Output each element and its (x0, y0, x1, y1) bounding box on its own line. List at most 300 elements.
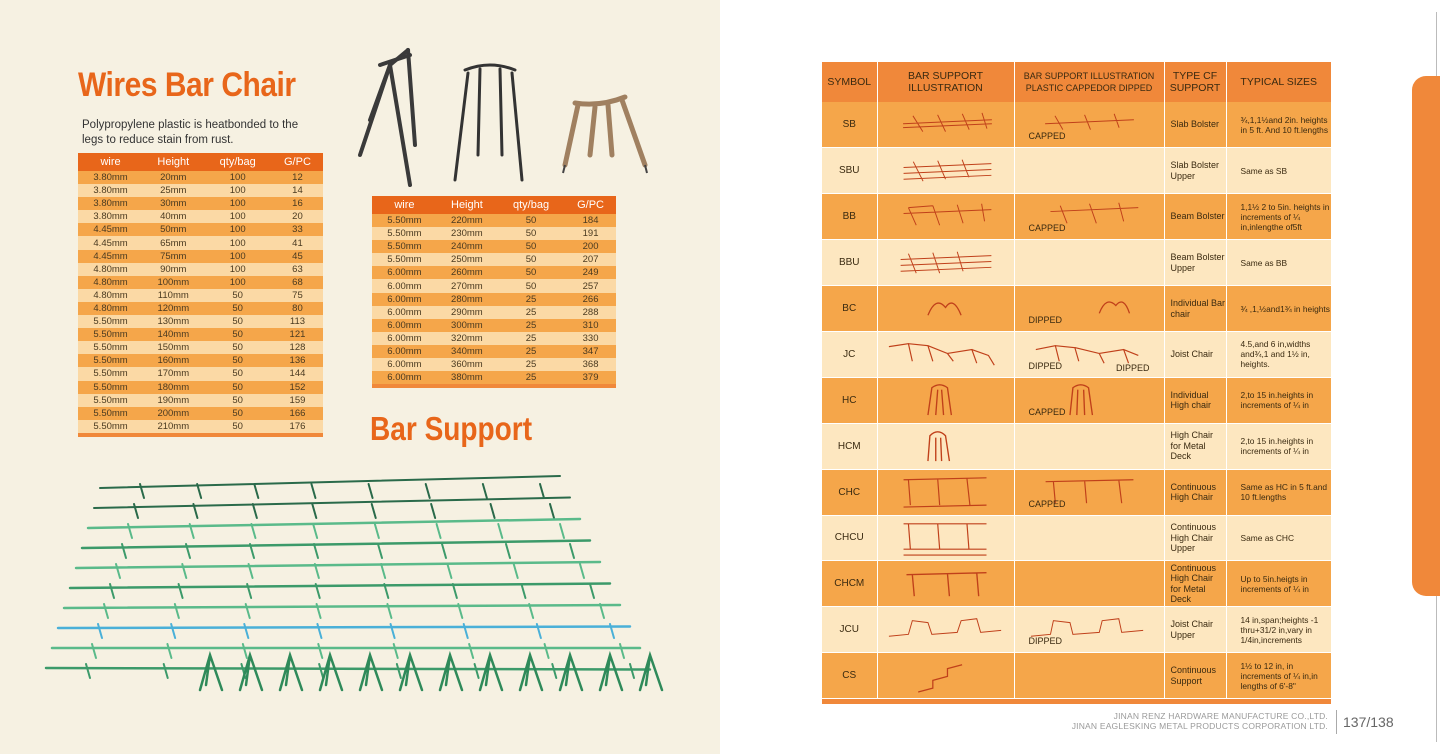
bar-leg (314, 544, 318, 558)
bar-leg (483, 484, 487, 498)
symbol-cell: SBU (822, 148, 877, 194)
table-cell: 20mm (143, 171, 203, 184)
table-cell: 152 (272, 381, 323, 394)
table-cell: 6.00mm (372, 358, 437, 371)
table-cell: 170mm (143, 367, 203, 380)
table-row (78, 236, 323, 249)
table-cell: 6.00mm (372, 306, 437, 319)
bar-leg (394, 644, 398, 658)
type-cell: Continuous High Chair for Metal Deck (1164, 561, 1226, 607)
table-cell: 100 (203, 171, 271, 184)
bar-leg (620, 644, 624, 658)
table-row (78, 420, 323, 433)
wire-chair-table-1 (78, 153, 323, 437)
illustration-sketch (878, 561, 1014, 606)
type-cell: Individual High chair (1164, 377, 1226, 423)
table-cell: 270mm (437, 279, 497, 292)
type-cell: Beam Bolster (1164, 194, 1226, 240)
table-row (78, 223, 323, 236)
table-cell: 5.50mm (372, 214, 437, 227)
table-row (372, 306, 616, 319)
table-cell: 3.80mm (78, 184, 143, 197)
footer-company-1: JINAN RENZ HARDWARE MANUFACTURE CO.,LTD. (1113, 711, 1328, 721)
table-cell: 25mm (143, 184, 203, 197)
coating-label: CAPPED (1028, 406, 1066, 417)
sizes-cell: 1,1½ 2 to 5in. heights in increments of ¼ in,inlengthe of5ft (1226, 194, 1332, 240)
table-cell: 25 (497, 293, 565, 306)
table-cell: 90mm (143, 263, 203, 276)
coated-illustration-sketch (1015, 148, 1164, 193)
table-cell: 100mm (143, 276, 203, 289)
coated-illustration-cell (1014, 561, 1164, 607)
table-row (822, 102, 1332, 148)
bar-rail (70, 584, 610, 589)
bar-leg (318, 644, 322, 658)
symbol-cell: CHC (822, 469, 877, 515)
table-cell: 190mm (143, 394, 203, 407)
table-cell: 40mm (143, 210, 203, 223)
table-row (822, 423, 1332, 469)
coating-label: CAPPED (1028, 131, 1066, 142)
bar-leg (570, 544, 574, 558)
bar-leg (426, 484, 430, 498)
table-row (78, 328, 323, 341)
table-cell: 50 (497, 279, 565, 292)
bar-leg (469, 644, 473, 658)
section-title: Bar Support (370, 410, 533, 447)
page-number: 137/138 (1343, 714, 1394, 730)
table-cell: 130mm (143, 315, 203, 328)
wire-chair-figure (360, 655, 382, 690)
coated-illustration-cell (1014, 240, 1164, 286)
table-cell: 200 (565, 240, 616, 253)
table-row (78, 263, 323, 276)
table-row (372, 293, 616, 306)
table-cell: 25 (497, 345, 565, 358)
column-header: G/PC (272, 153, 323, 171)
illustration-cell (877, 469, 1014, 515)
bar-leg (86, 664, 90, 678)
table-cell: 144 (272, 367, 323, 380)
bar-leg (98, 624, 102, 638)
illustration-cell (877, 102, 1014, 148)
table-cell: 5.50mm (78, 341, 143, 354)
illustration-cell (877, 194, 1014, 240)
type-cell: Individual Bar chair (1164, 286, 1226, 332)
table-row (78, 394, 323, 407)
coated-illustration-cell (1014, 653, 1164, 699)
table-cell: 160mm (143, 354, 203, 367)
coated-illustration-cell (1014, 194, 1164, 240)
table-cell: 65mm (143, 236, 203, 249)
table-cell: 176 (272, 420, 323, 433)
column-header: TYPICAL SIZES (1226, 62, 1332, 102)
table-row (78, 367, 323, 380)
symbol-cell: BB (822, 194, 877, 240)
type-cell: Continuous Support (1164, 653, 1226, 699)
table-cell: 50 (203, 381, 271, 394)
table-cell: 180mm (143, 381, 203, 394)
table-row (822, 240, 1332, 286)
bar-rail (64, 605, 620, 608)
sizes-cell: Same as SB (1226, 148, 1332, 194)
table-cell: 50 (203, 289, 271, 302)
symbol-cell: CHCU (822, 515, 877, 561)
bar-leg (92, 644, 96, 658)
column-header: Height (437, 196, 497, 214)
table-cell: 310 (565, 319, 616, 332)
table-cell: 25 (497, 332, 565, 345)
table-cell: 140mm (143, 328, 203, 341)
table-cell: 3.80mm (78, 210, 143, 223)
table-cell: 50 (203, 407, 271, 420)
table-cell: 290mm (437, 306, 497, 319)
bar-leg (381, 564, 385, 578)
table-row (822, 561, 1332, 607)
table-row (822, 148, 1332, 194)
table-cell: 210mm (143, 420, 203, 433)
illustration-sketch (878, 424, 1014, 469)
table-cell: 5.50mm (78, 381, 143, 394)
table-cell: 360mm (437, 358, 497, 371)
bar-leg (116, 564, 120, 578)
bar-leg (253, 504, 257, 518)
coating-label: CAPPED (1028, 498, 1066, 509)
table-cell: 6.00mm (372, 319, 437, 332)
table-cell: 25 (497, 306, 565, 319)
table-row (78, 197, 323, 210)
table-cell: 110mm (143, 289, 203, 302)
coated-illustration-cell (1014, 148, 1164, 194)
column-header: G/PC (565, 196, 616, 214)
table-cell: 300mm (437, 319, 497, 332)
table-row (372, 319, 616, 332)
table-row (822, 194, 1332, 240)
table-cell: 4.80mm (78, 289, 143, 302)
bar-leg (506, 544, 510, 558)
illustration-cell (877, 148, 1014, 194)
table-cell: 50 (203, 328, 271, 341)
table-row (822, 286, 1332, 332)
bar-support-table (822, 62, 1332, 705)
table-row (822, 653, 1332, 699)
table-cell: 5.50mm (372, 253, 437, 266)
type-cell: Continuous High Chair (1164, 469, 1226, 515)
wire-chair-figure (280, 655, 302, 690)
coated-illustration-cell (1014, 515, 1164, 561)
bar-leg (550, 504, 554, 518)
bar-rail (100, 476, 560, 488)
table-cell: 136 (272, 354, 323, 367)
illustration-cell (877, 607, 1014, 653)
table-cell: 166 (272, 407, 323, 420)
table-cell: 12 (272, 171, 323, 184)
table-cell: 128 (272, 341, 323, 354)
table-cell: 25 (497, 319, 565, 332)
bar-leg (437, 524, 441, 538)
bar-leg (254, 484, 258, 498)
coating-label: DIPPED (1028, 360, 1063, 371)
page-title: Wires Bar Chair (78, 66, 296, 104)
table-cell: 150mm (143, 341, 203, 354)
bar-rail (82, 541, 590, 549)
table-row (372, 214, 616, 227)
bar-leg (175, 604, 179, 618)
wire-chair-figure (560, 655, 582, 690)
table-cell: 5.50mm (78, 367, 143, 380)
bar-leg (552, 664, 556, 678)
column-header: BAR SUPPORT ILLUSTRATION (877, 62, 1014, 102)
table-cell: 50 (203, 354, 271, 367)
table-cell: 159 (272, 394, 323, 407)
type-cell: Slab Bolster (1164, 102, 1226, 148)
coated-illustration-cell (1014, 423, 1164, 469)
symbol-cell: BC (822, 286, 877, 332)
table-cell: 3.80mm (78, 171, 143, 184)
symbol-cell: CS (822, 653, 877, 699)
table-cell: 80 (272, 302, 323, 315)
table-cell: 120mm (143, 302, 203, 315)
type-cell: Continuous High Chair Upper (1164, 515, 1226, 561)
coated-illustration-cell (1014, 469, 1164, 515)
table-row (822, 377, 1332, 423)
column-header: BAR SUPPORT ILLUSTRATION PLASTIC CAPPEDOR DIPPED (1014, 62, 1164, 102)
column-header: wire (78, 153, 143, 171)
column-header: TYPE CF SUPPORT (1164, 62, 1226, 102)
table-cell: 280mm (437, 293, 497, 306)
illustration-cell (877, 515, 1014, 561)
table-cell: 33 (272, 223, 323, 236)
table-cell: 75 (272, 289, 323, 302)
table-cell: 50 (497, 253, 565, 266)
sizes-cell: 4.5,and 6 in,widths and¾,1 and 1½ in, heights. (1226, 331, 1332, 377)
sizes-cell: 1½ to 12 in, in increments of ¼ in,in lengths of 6'-8" (1226, 653, 1332, 699)
table-cell: 50 (203, 341, 271, 354)
sizes-cell: ¾ ,1,½and1¾ in heights (1226, 286, 1332, 332)
wire-chair-figure (400, 655, 422, 690)
table-cell: 6.00mm (372, 279, 437, 292)
wire-chair-figure (600, 655, 622, 690)
bar-leg (475, 664, 479, 678)
illustration-cell (877, 331, 1014, 377)
table-cell: 379 (565, 371, 616, 384)
bar-leg (540, 484, 544, 498)
bar-leg (590, 584, 594, 598)
wire-chair-figure (320, 655, 342, 690)
bar-leg (167, 644, 171, 658)
footer-company (1072, 711, 1328, 731)
table-cell: 4.80mm (78, 302, 143, 315)
table-row (822, 515, 1332, 561)
coating-label: CAPPED (1028, 223, 1066, 234)
table-row (78, 289, 323, 302)
table-cell: 5.50mm (78, 328, 143, 341)
table-cell: 184 (565, 214, 616, 227)
table-cell: 100 (203, 276, 271, 289)
coating-label-2: DIPPED (1115, 362, 1150, 373)
table-cell: 330 (565, 332, 616, 345)
wire-chair-figure (640, 655, 662, 690)
illustration-sketch (878, 378, 1014, 423)
table-row (822, 607, 1332, 653)
illustration-sketch (878, 516, 1014, 561)
description: Polypropylene plastic is heatbonded to the legs to reduce stain from rust. (82, 119, 299, 146)
table-cell: 220mm (437, 214, 497, 227)
illustration-sketch (878, 240, 1014, 285)
symbol-cell: CHCM (822, 561, 877, 607)
table-cell: 4.45mm (78, 223, 143, 236)
table-cell: 347 (565, 345, 616, 358)
illustration-cell (877, 286, 1014, 332)
sizes-cell: 14 in,span;heights -1 thru+31/2 in,vary in 1/4in,increments (1226, 607, 1332, 653)
table-cell: 6.00mm (372, 293, 437, 306)
table-cell: 288 (565, 306, 616, 319)
wire-chair-figure (520, 655, 542, 690)
table-cell: 340mm (437, 345, 497, 358)
sizes-cell: 2,to 15 in.heights in increments of ¼ in (1226, 377, 1332, 423)
table-cell: 5.50mm (372, 227, 437, 240)
table-cell: 100 (203, 236, 271, 249)
coated-illustration-cell (1014, 331, 1164, 377)
bar-leg (312, 504, 316, 518)
table-cell: 5.50mm (372, 240, 437, 253)
bar-leg (122, 544, 126, 558)
table-cell: 200mm (143, 407, 203, 420)
bar-leg (313, 524, 317, 538)
bar-rail (88, 519, 580, 528)
coating-label: DIPPED (1028, 636, 1063, 647)
table-cell: 4.80mm (78, 276, 143, 289)
table-cell: 20 (272, 210, 323, 223)
bar-leg (104, 604, 108, 618)
bar-leg (110, 584, 114, 598)
table-cell: 4.80mm (78, 263, 143, 276)
table-cell: 6.00mm (372, 332, 437, 345)
table-cell: 100 (203, 223, 271, 236)
bar-leg (397, 664, 401, 678)
table-cell: 14 (272, 184, 323, 197)
bar-leg (311, 484, 315, 498)
bar-leg (171, 624, 175, 638)
illustration-cell (877, 561, 1014, 607)
table-row (78, 184, 323, 197)
table-cell: 5.50mm (78, 315, 143, 328)
illustration-sketch (878, 607, 1014, 652)
table-cell: 250mm (437, 253, 497, 266)
table-cell: 50 (203, 420, 271, 433)
table-row (372, 332, 616, 345)
table-row (822, 331, 1332, 377)
table-cell: 50 (203, 315, 271, 328)
table-cell: 100 (203, 197, 271, 210)
illustration-sketch (878, 653, 1014, 698)
table-cell: 50 (497, 266, 565, 279)
illustration-cell (877, 377, 1014, 423)
table-cell: 100 (203, 210, 271, 223)
bar-support-photo (40, 460, 680, 700)
symbol-cell: SB (822, 102, 877, 148)
column-header: qty/bag (203, 153, 271, 171)
symbol-cell: BBU (822, 240, 877, 286)
bar-leg (244, 624, 248, 638)
table-cell: 50mm (143, 223, 203, 236)
column-header: Height (143, 153, 203, 171)
table-cell: 68 (272, 276, 323, 289)
bar-leg (319, 664, 323, 678)
type-cell: Joist Chair Upper (1164, 607, 1226, 653)
table-cell: 25 (497, 371, 565, 384)
bar-leg (521, 584, 525, 598)
table-cell: 3.80mm (78, 197, 143, 210)
type-cell: Beam Bolster Upper (1164, 240, 1226, 286)
table-cell: 50 (203, 394, 271, 407)
bar-leg (453, 584, 457, 598)
table-cell: 207 (565, 253, 616, 266)
table-cell: 25 (497, 358, 565, 371)
table-cell: 75mm (143, 250, 203, 263)
bar-leg (447, 564, 451, 578)
illustration-cell (877, 240, 1014, 286)
coated-illustration-sketch (1015, 424, 1164, 469)
table-row (78, 302, 323, 315)
table-cell: 121 (272, 328, 323, 341)
table-cell: 191 (565, 227, 616, 240)
table-row (78, 381, 323, 394)
table-cell: 41 (272, 236, 323, 249)
footer-company-2: JINAN EAGLESKING METAL PRODUCTS CORPORATION LTD. (1071, 721, 1328, 731)
table-cell: 16 (272, 197, 323, 210)
coated-illustration-cell (1014, 377, 1164, 423)
table-row (372, 266, 616, 279)
symbol-cell: HCM (822, 423, 877, 469)
table-cell: 5.50mm (78, 394, 143, 407)
table-cell: 5.50mm (78, 354, 143, 367)
table-cell: 100 (203, 250, 271, 263)
table-cell: 45 (272, 250, 323, 263)
footer-separator (1336, 710, 1337, 734)
illustration-sketch (878, 148, 1014, 193)
bar-rail (94, 498, 570, 509)
bar-leg (630, 664, 634, 678)
table-cell: 30mm (143, 197, 203, 210)
table-cell: 257 (565, 279, 616, 292)
table-cell: 249 (565, 266, 616, 279)
wire-chair-table-2 (372, 196, 616, 388)
table-cell: 260mm (437, 266, 497, 279)
sizes-cell: ¾,1,1½and 2in. heights in 5 ft. And 10 ft.lengths (1226, 102, 1332, 148)
wire-chair-photo (350, 45, 660, 195)
table-cell: 50 (497, 240, 565, 253)
illustration-cell (877, 423, 1014, 469)
table-cell: 5.50mm (78, 407, 143, 420)
wire-chair-figure (480, 655, 502, 690)
table-cell: 380mm (437, 371, 497, 384)
bar-leg (431, 504, 435, 518)
type-cell: High Chair for Metal Deck (1164, 423, 1226, 469)
sizes-cell: Same as CHC (1226, 515, 1332, 561)
sizes-cell: 2,to 15 in.heights in increments of ¼ in (1226, 423, 1332, 469)
symbol-cell: JC (822, 331, 877, 377)
bar-leg (498, 524, 502, 538)
bar-leg (491, 504, 495, 518)
symbol-cell: HC (822, 377, 877, 423)
bar-rail (76, 562, 600, 568)
bar-leg (164, 664, 168, 678)
table-row (372, 240, 616, 253)
table-cell: 50 (497, 227, 565, 240)
bar-leg (442, 544, 446, 558)
bar-rail (58, 627, 630, 629)
